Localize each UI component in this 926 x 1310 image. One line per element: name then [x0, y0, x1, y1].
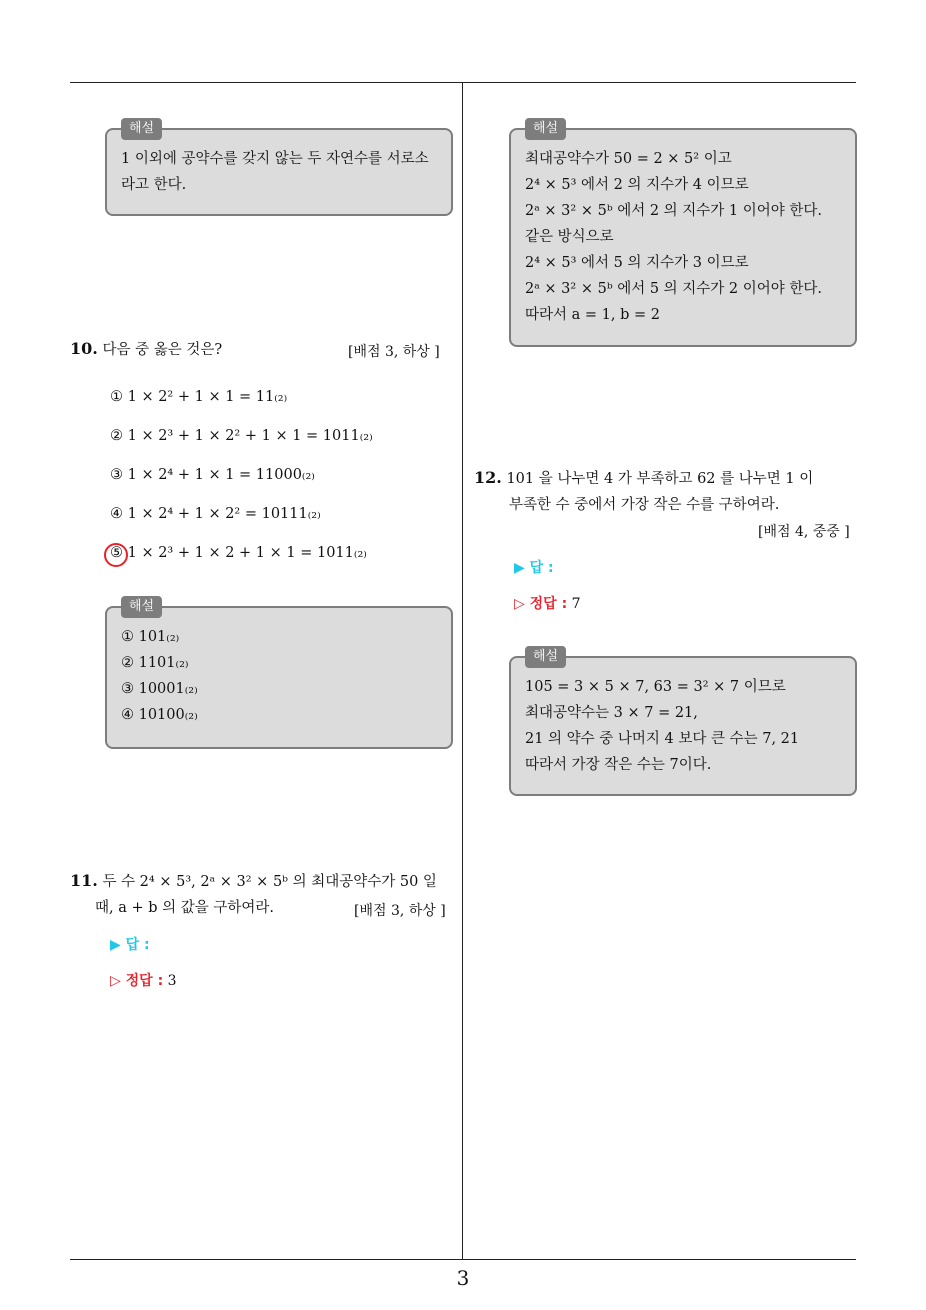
- explanation-line: 같은 방식으로: [525, 229, 614, 245]
- explanation-box-3: [509, 121, 857, 347]
- question-text-line1: 두 수 2⁴ × 5³, 2ᵃ × 3² × 5ᵇ 의 최대공약수가 50 일: [102, 874, 437, 890]
- question-number: 11.: [70, 871, 98, 890]
- answer-label: ▶ 답 :: [514, 560, 554, 576]
- question-12: [474, 465, 813, 492]
- explanation-line: 최대공약수가 50 = 2 × 5² 이고: [525, 151, 732, 167]
- question-number: 10.: [70, 339, 98, 358]
- choice-2[interactable]: ② 1 × 2³ + 1 × 2² + 1 × 1 = 1011₍₂₎: [110, 428, 373, 444]
- answer-label: ▶ 답 :: [110, 937, 150, 953]
- explanation-line: 따라서 가장 작은 수는 7이다.: [525, 757, 712, 773]
- question-number: 12.: [474, 468, 502, 487]
- explanation-box-4: [509, 649, 857, 796]
- explanation-line: 2⁴ × 5³ 에서 2 의 지수가 4 이므로: [525, 177, 749, 193]
- explanation-line: 라고 한다.: [121, 177, 187, 193]
- explanation-box-1: [105, 121, 453, 216]
- top-rule: [70, 82, 856, 83]
- explanation-line: 최대공약수는 3 × 7 = 21,: [525, 705, 698, 721]
- question-text-line1: 101 을 나누면 4 가 부족하고 62 를 나누면 1 이: [506, 471, 814, 487]
- choice-1[interactable]: ① 1 × 2² + 1 × 1 = 11₍₂₎: [110, 389, 288, 405]
- question-text: 다음 중 옳은 것은?: [102, 342, 223, 358]
- explanation-tag: 해설: [525, 646, 566, 668]
- explanation-line: ③ 10001₍₂₎: [121, 681, 198, 697]
- bottom-rule: [70, 1259, 856, 1260]
- question-score: [배점 4, 중중 ]: [758, 524, 850, 540]
- correct-answer-row: [110, 970, 177, 990]
- choice-5[interactable]: ⑤ 1 × 2³ + 1 × 2 + 1 × 1 = 1011₍₂₎: [110, 545, 367, 561]
- explanation-tag: 해설: [121, 118, 162, 140]
- answer-mark-circle: [104, 543, 128, 567]
- answer-input-row[interactable]: [514, 557, 554, 577]
- choice-3[interactable]: ③ 1 × 2⁴ + 1 × 1 = 11000₍₂₎: [110, 467, 315, 483]
- correct-answer-label: ▷ 정답 :: [514, 596, 568, 612]
- question-text-line2: 때, a + b 의 값을 구하여라.: [95, 900, 275, 916]
- page-number: 3: [456, 1266, 470, 1290]
- question-text-line2: 부족한 수 중에서 가장 작은 수를 구하여라.: [509, 497, 780, 513]
- explanation-line: ① 101₍₂₎: [121, 629, 180, 645]
- correct-answer-value: 7: [571, 596, 581, 612]
- explanation-line: 105 = 3 × 5 × 7, 63 = 3² × 7 이므로: [525, 679, 786, 695]
- explanation-line: ② 1101₍₂₎: [121, 655, 189, 671]
- choice-4[interactable]: ④ 1 × 2⁴ + 1 × 2² = 10111₍₂₎: [110, 506, 321, 522]
- explanation-line: 21 의 약수 중 나머지 4 보다 큰 수는 7, 21: [525, 731, 800, 747]
- explanation-line: 2⁴ × 5³ 에서 5 의 지수가 3 이므로: [525, 255, 749, 271]
- correct-answer-value: 3: [167, 973, 177, 989]
- explanation-tag: 해설: [121, 596, 162, 618]
- column-divider: [462, 82, 463, 1260]
- question-score: [배점 3, 하상 ]: [348, 344, 440, 360]
- correct-answer-label: ▷ 정답 :: [110, 973, 164, 989]
- explanation-line: 1 이외에 공약수를 갖지 않는 두 자연수를 서로소: [121, 151, 429, 167]
- explanation-line: ④ 10100₍₂₎: [121, 707, 198, 723]
- question-score: [배점 3, 하상 ]: [354, 903, 446, 919]
- question-10: [70, 336, 222, 363]
- question-11: [70, 868, 437, 895]
- explanation-line: 2ᵃ × 3² × 5ᵇ 에서 5 의 지수가 2 이어야 한다.: [525, 281, 823, 297]
- explanation-line: 2ᵃ × 3² × 5ᵇ 에서 2 의 지수가 1 이어야 한다.: [525, 203, 823, 219]
- explanation-box-2: [105, 599, 453, 749]
- answer-input-row[interactable]: [110, 934, 150, 954]
- explanation-line: 따라서 a = 1, b = 2: [525, 307, 660, 323]
- explanation-tag: 해설: [525, 118, 566, 140]
- correct-answer-row: [514, 593, 581, 613]
